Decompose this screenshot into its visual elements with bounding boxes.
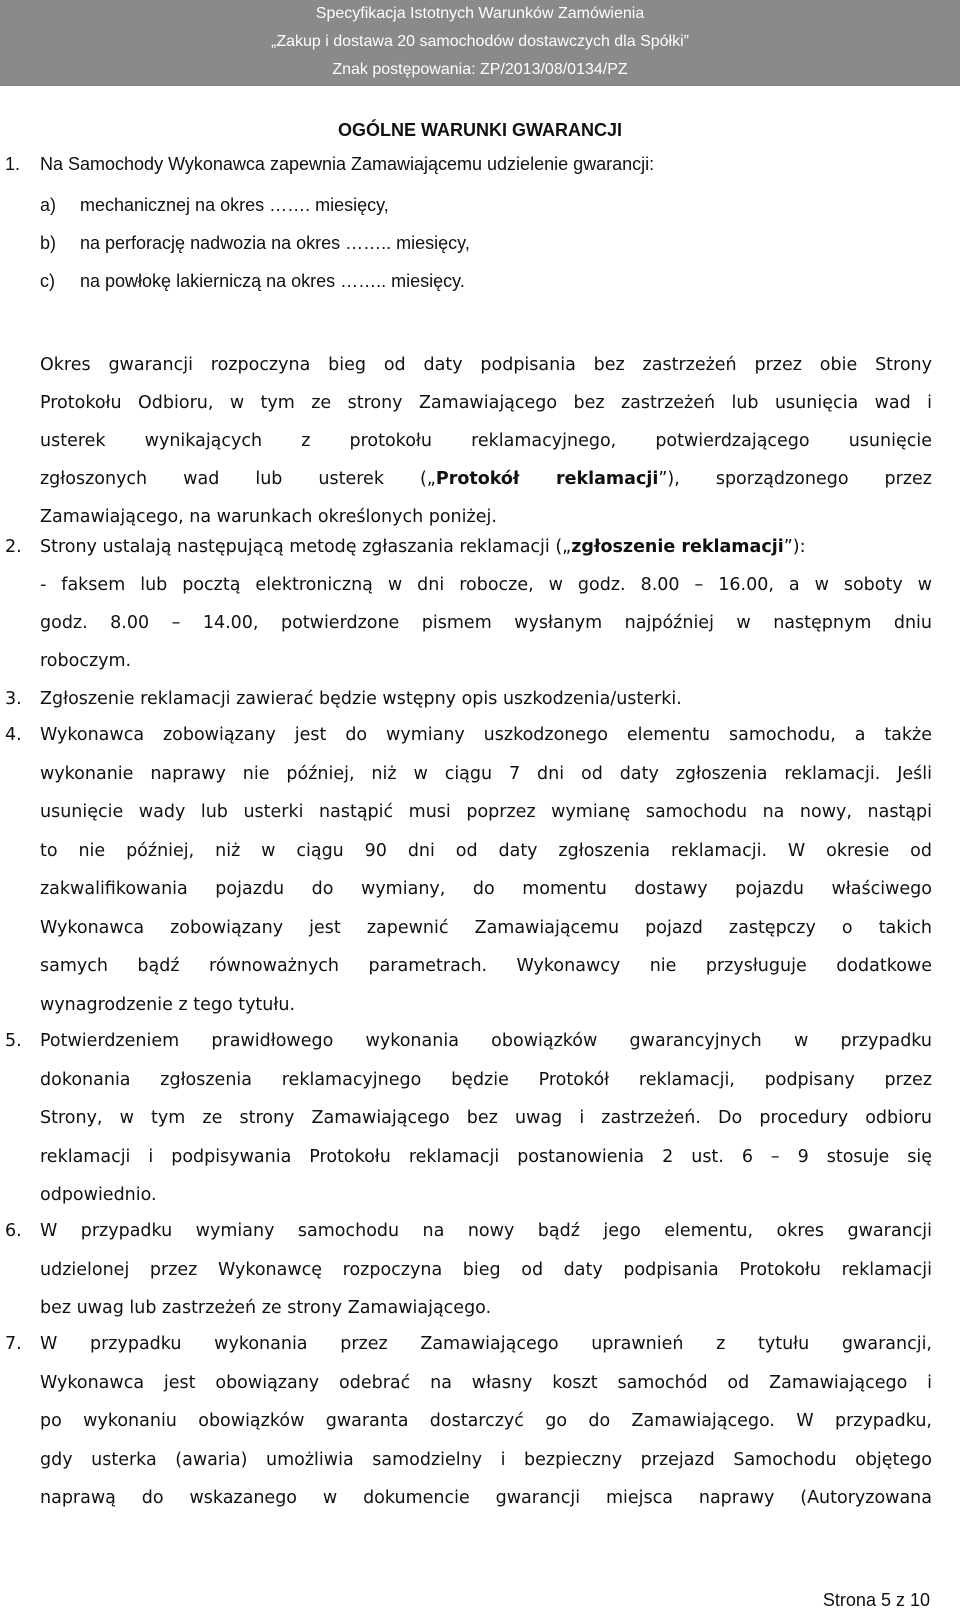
item-number-3: 3. bbox=[5, 689, 22, 709]
paragraph-line: godz. 8.00 – 14.00, potwierdzone pismem wysłanym najpóźniej w następnym dniu bbox=[40, 613, 932, 633]
text-run: ”): bbox=[783, 537, 806, 557]
paragraph-line: Zgłoszenie reklamacji zawierać będzie wstępny opis uszkodzenia/usterki. bbox=[40, 689, 682, 709]
paragraph-line: Protokołu Odbioru, w tym ze strony Zamawiającego bez zastrzeżeń lub usunięcia wad i bbox=[40, 393, 932, 413]
paragraph-line bbox=[40, 460, 932, 498]
paragraph-line: W przypadku wymiany samochodu na nowy bądź jego elementu, okres gwarancji bbox=[40, 1221, 932, 1241]
paragraph-line: dokonania zgłoszenia reklamacyjnego będzie Protokół reklamacji, podpisany przez bbox=[40, 1069, 932, 1090]
sublist-label-a: a) bbox=[40, 195, 57, 215]
paragraph-line: Wykonawca zobowiązany jest do wymiany uszkodzonego elementu samochodu, a także bbox=[40, 725, 932, 745]
paragraph-line: wynagrodzenie z tego tytułu. bbox=[40, 994, 296, 1015]
text-run: zgłoszonych wad lub usterek („ bbox=[40, 469, 436, 489]
paragraph-line: usterek wynikających z protokołu reklamacyjnego, potwierdzającego usunięcie bbox=[40, 431, 932, 451]
item-7-text bbox=[40, 1325, 932, 1518]
item-5-text bbox=[40, 1022, 932, 1215]
item-3-text bbox=[40, 680, 932, 718]
item-number-7: 7. bbox=[5, 1334, 22, 1354]
paragraph-line: Okres gwarancji rozpoczyna bieg od daty podpisania bez zastrzeżeń przez obie Strony bbox=[40, 355, 932, 375]
paragraph-line: gdy usterka (awaria) umożliwia samodzielny i bezpieczny przejazd Samochodu objętego bbox=[40, 1449, 932, 1470]
item-4-text bbox=[40, 716, 932, 1024]
header-subject: „Zakup i dostawa 20 samochodów dostawczych dla Spółki” bbox=[271, 33, 689, 50]
paragraph-line: naprawą do wskazanego w dokumencie gwarancji miejsca naprawy (Autoryzowana bbox=[40, 1488, 932, 1508]
paragraph-line: usunięcie wady lub usterki nastąpić musi poprzez wymianę samochodu na nowy, nastąpi bbox=[40, 802, 932, 822]
item-number-6: 6. bbox=[5, 1221, 22, 1241]
paragraph-line: roboczym. bbox=[40, 651, 132, 671]
paragraph-line: bez uwag lub zastrzeżeń ze strony Zamawiającego. bbox=[40, 1298, 492, 1318]
paragraph-line: Wykonawca jest obowiązany odebrać na własny koszt samochód od Zamawiającego i bbox=[40, 1372, 932, 1393]
item-2-text bbox=[40, 528, 932, 680]
sublist-item-a: mechanicznej na okres ……. miesięcy, bbox=[80, 195, 389, 215]
paragraph-line: samych bądź równoważnych parametrach. Wykonawcy nie przysługuje dodatkowe bbox=[40, 956, 932, 976]
page-number: Strona 5 z 10 bbox=[822, 1590, 930, 1610]
paragraph-line: zakwalifikowania pojazdu do wymiany, do momentu dostawy pojazdu właściwego bbox=[40, 879, 932, 899]
sublist-item-b: na perforację nadwozia na okres …….. miesięcy, bbox=[80, 233, 470, 253]
text-run: Strony ustalają następującą metodę zgłaszania reklamacji („ bbox=[40, 537, 572, 557]
paragraph-line: W przypadku wykonania przez Zamawiającego uprawnień z tytułu gwarancji, bbox=[40, 1334, 932, 1354]
paragraph-line: Zamawiającego, na warunkach określonych poniżej. bbox=[40, 507, 497, 527]
paragraph-line bbox=[40, 528, 932, 566]
paragraph-line: Wykonawca zobowiązany jest zapewnić Zamawiającemu pojazd zastępczy o takich bbox=[40, 917, 932, 938]
paragraph-line: odpowiednio. bbox=[40, 1185, 157, 1205]
warranty-period-paragraph bbox=[40, 346, 932, 536]
header-spec-title: Specyfikacja Istotnych Warunków Zamówienia bbox=[315, 5, 645, 22]
paragraph-line: wykonanie naprawy nie później, niż w ciągu 7 dni od daty zgłoszenia reklamacji. Jeśli bbox=[40, 763, 932, 784]
defined-term: Protokół reklamacji bbox=[435, 469, 659, 489]
text-run: ”), sporządzonego przez bbox=[658, 469, 932, 489]
sublist-item-c: na powłokę lakierniczą na okres …….. miesięcy. bbox=[80, 271, 465, 291]
item-number-1: 1. bbox=[5, 154, 21, 174]
sublist-label-b: b) bbox=[40, 233, 57, 253]
item-6-text bbox=[40, 1212, 932, 1328]
section1-intro: Na Samochody Wykonawca zapewnia Zamawiającemu udzielenie gwarancji: bbox=[40, 154, 655, 174]
item-number-5: 5. bbox=[5, 1031, 22, 1051]
section-title: OGÓLNE WARUNKI GWARANCJI bbox=[337, 120, 622, 140]
defined-term: zgłoszenie reklamacji bbox=[571, 537, 784, 557]
paragraph-line: reklamacji i podpisywania Protokołu reklamacji postanowienia 2 ust. 6 – 9 stosuje się bbox=[40, 1146, 932, 1167]
paragraph-line: po wykonaniu obowiązków gwaranta dostarczyć go do Zamawiającego. W przypadku, bbox=[40, 1411, 932, 1431]
paragraph-line: Potwierdzeniem prawidłowego wykonania obowiązków gwarancyjnych w przypadku bbox=[40, 1031, 932, 1051]
paragraph-line: Strony, w tym ze strony Zamawiającego bez uwag i zastrzeżeń. Do procedury odbioru bbox=[40, 1108, 932, 1128]
paragraph-line: udzielonej przez Wykonawcę rozpoczyna bieg od daty podpisania Protokołu reklamacji bbox=[40, 1259, 932, 1280]
document-header bbox=[0, 0, 960, 86]
item-number-4: 4. bbox=[5, 725, 22, 745]
sublist-label-c: c) bbox=[40, 271, 55, 291]
item-number-2: 2. bbox=[5, 537, 22, 557]
header-case-number: Znak postępowania: ZP/2013/08/0134/PZ bbox=[332, 61, 628, 78]
paragraph-line: - faksem lub pocztą elektroniczną w dni robocze, w godz. 8.00 – 16.00, a w soboty w bbox=[40, 575, 932, 595]
paragraph-line: to nie później, niż w ciągu 90 dni od daty zgłoszenia reklamacji. W okresie od bbox=[40, 840, 932, 861]
